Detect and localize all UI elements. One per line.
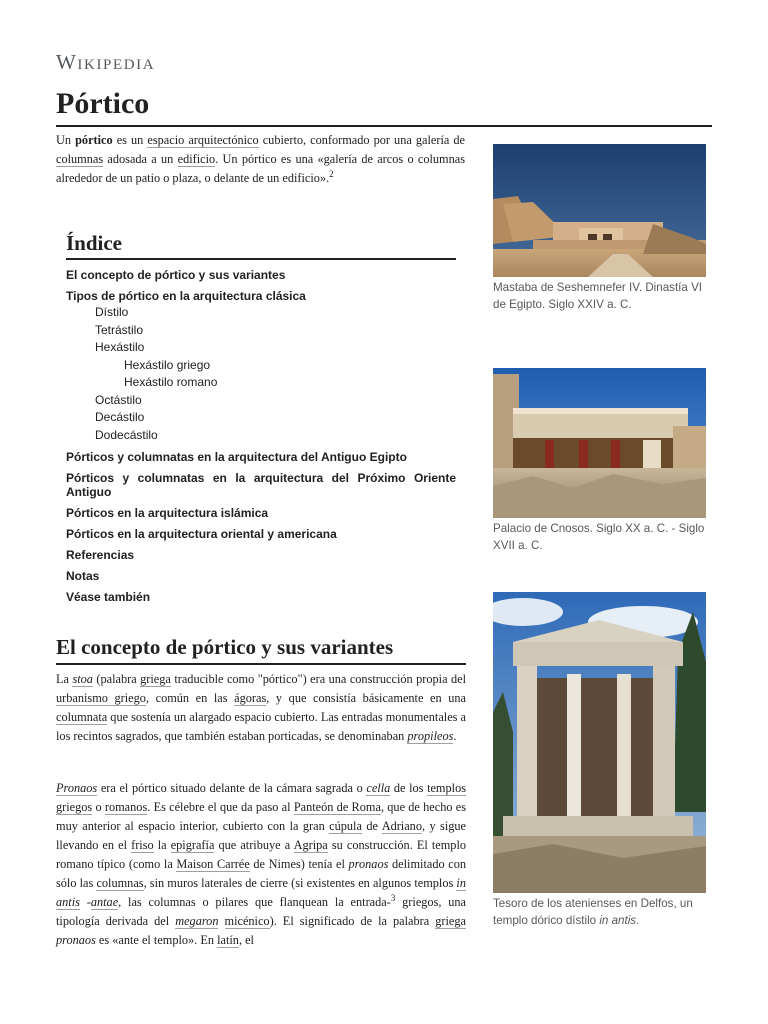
toc-subitem[interactable]: Dístilo — [95, 305, 129, 319]
toc-item[interactable]: Notas — [66, 568, 100, 583]
figure-caption — [493, 895, 706, 929]
toc-subitem[interactable]: Decástilo — [95, 410, 145, 424]
paragraph-pronaos — [56, 779, 466, 950]
term-pronaos: pronaos — [348, 857, 389, 871]
link-columnata[interactable]: columnata — [56, 710, 108, 724]
link-adriano[interactable]: Adriano — [381, 819, 422, 833]
toc-item[interactable]: El concepto de pórtico y sus variantes — [66, 268, 286, 282]
text: Un — [56, 133, 76, 147]
text: de Nimes) tenía el — [249, 857, 349, 871]
text: era el pórtico situado delante de la cámara sagrada o — [97, 781, 367, 795]
link-templos-griegos[interactable]: templos griegos — [56, 781, 467, 814]
toc-title: Índice — [66, 230, 456, 260]
toc-subsubitem[interactable]: Hexástilo romano — [124, 375, 218, 389]
figure-mastaba — [493, 144, 706, 313]
text: , el — [238, 933, 254, 947]
toc-subitem[interactable]: Octástilo — [95, 392, 142, 407]
paragraph-stoa — [56, 670, 466, 746]
toc-item[interactable]: Pórticos y columnatas en la arquitectura del Próximo Oriente Antiguo — [66, 470, 456, 499]
toc-subitem[interactable]: Tetrástilo — [95, 322, 144, 337]
figure-caption: Palacio de Cnosos. Siglo XX a. C. - Siglo XVII a. C. — [493, 522, 705, 552]
toc-item[interactable]: Referencias — [66, 547, 135, 562]
link-panteon-de-roma[interactable]: Panteón de Roma — [293, 800, 381, 814]
link-pronaos[interactable]: Pronaos — [56, 781, 98, 795]
figure-knossos — [493, 368, 706, 554]
section-heading: El concepto de pórtico y sus variantes — [56, 633, 466, 665]
link-latin[interactable]: latín — [217, 933, 239, 947]
link-stoa[interactable]: stoa — [72, 672, 93, 686]
term-in-antis: in antis — [599, 914, 637, 927]
text: , que de hecho es muy anterior al espacio interior, cubierto con la gran — [56, 800, 467, 833]
link-columnas[interactable]: columnas — [56, 152, 104, 166]
text: (palabra — [92, 672, 141, 686]
text: adosada a un — [103, 152, 178, 166]
text: , común en las — [145, 691, 235, 705]
link-columnas[interactable]: columnas — [96, 876, 144, 890]
link-propileos[interactable]: propileos — [407, 729, 454, 743]
site-wordmark[interactable]: Wikipedia — [56, 50, 156, 74]
text: La — [56, 672, 73, 686]
text: . Un pórtico es una «galería de arcos o columnas alrededor de un patio o plaza, o delante de un edificio». — [56, 152, 465, 185]
toc-subitem[interactable]: Hexástilo — [95, 340, 145, 354]
text: o — [92, 800, 105, 814]
link-megaron[interactable]: megaron — [175, 914, 219, 928]
text: es un — [112, 133, 148, 147]
toc-subsubitem[interactable]: Hexástilo griego — [124, 357, 211, 372]
link-micenico[interactable]: micénico — [224, 914, 270, 928]
image-knossos[interactable] — [493, 368, 706, 518]
text: ). El significado de la palabra — [269, 914, 436, 928]
text: su construcción. El templo romano típico (como la — [56, 838, 467, 871]
toc-item[interactable]: Pórticos y columnatas en la arquitectura del Antiguo Egipto — [66, 449, 407, 464]
text: traducible como "pórtico") era una construcción propia del — [170, 672, 467, 686]
link-agripa[interactable]: Agripa — [293, 838, 328, 852]
text: , sin muros laterales de cierre (si existentes en algunos templos — [143, 876, 457, 890]
text — [218, 914, 224, 928]
toc-item[interactable]: Pórticos en la arquitectura oriental y americana — [66, 526, 337, 541]
page-title: Pórtico — [56, 84, 712, 127]
link-agoras[interactable]: ágoras — [234, 691, 267, 705]
text: , y que consistía básicamente en una — [266, 691, 466, 705]
image-mastaba[interactable] — [493, 144, 706, 277]
link-romanos[interactable]: romanos — [104, 800, 148, 814]
intro-paragraph — [56, 131, 465, 188]
text: es «ante el templo». En — [95, 933, 218, 947]
link-antae[interactable]: antae — [90, 895, 119, 909]
link-friso[interactable]: friso — [131, 838, 154, 852]
text: delimitado con sólo las — [56, 857, 467, 890]
link-maison-carree[interactable]: Maison Carrée — [176, 857, 250, 871]
text: Tesoro de los atenienses en Delfos, un templo dórico dístilo — [493, 897, 693, 927]
link-griega[interactable]: griega — [435, 914, 466, 928]
link-griega[interactable]: griega — [140, 672, 171, 686]
reference-3[interactable]: 3 — [390, 892, 396, 903]
table-of-contents — [66, 230, 456, 611]
text: . — [453, 729, 457, 743]
text: , y sigue llevando en el — [56, 819, 466, 852]
toc-item[interactable]: Pórticos en la arquitectura islámica — [66, 505, 269, 520]
text: . Es célebre el que da paso al — [147, 800, 294, 814]
toc-subitem[interactable]: Dodecástilo — [95, 427, 158, 442]
link-epigrafia[interactable]: epigrafía — [170, 838, 215, 852]
link-urbanismo-griego[interactable]: urbanismo griego — [56, 691, 146, 705]
link-cupula[interactable]: cúpula — [329, 819, 362, 833]
text: que atribuye a — [214, 838, 294, 852]
text: de los — [390, 781, 428, 795]
text: , las columnas o pilares que flanquean la entrada- — [118, 895, 391, 909]
text: de — [361, 819, 382, 833]
link-edificio[interactable]: edificio — [177, 152, 216, 166]
figure-treasury — [493, 592, 706, 929]
text: . — [636, 914, 640, 927]
figure-caption: Mastaba de Seshemnefer IV. Dinastía VI de Egipto. Siglo XXIV a. C. — [493, 281, 703, 311]
text: la — [153, 838, 171, 852]
reference-2[interactable]: 2 — [329, 168, 334, 179]
text: cubierto, conformado por una galería de — [258, 133, 465, 147]
link-espacio-arquitectonico[interactable]: espacio arquitectónico — [147, 133, 259, 147]
text: que sostenía un alargado espacio cubierto. Las entradas monumentales a los recintos sagrados, que también estaban porticadas, se denominaban — [56, 710, 466, 743]
toc-item[interactable]: Véase también — [66, 589, 151, 604]
text: griegos, una tipología derivada del — [56, 895, 466, 928]
link-in-antis[interactable]: in antis — [56, 876, 466, 909]
text: - — [79, 895, 91, 909]
toc-item[interactable]: Tipos de pórtico en la arquitectura clásica — [66, 289, 306, 303]
link-cella[interactable]: cella — [366, 781, 391, 795]
term-pronaos: pronaos — [56, 933, 96, 947]
term-bold: pórtico — [75, 133, 113, 147]
image-treasury[interactable] — [493, 592, 706, 893]
